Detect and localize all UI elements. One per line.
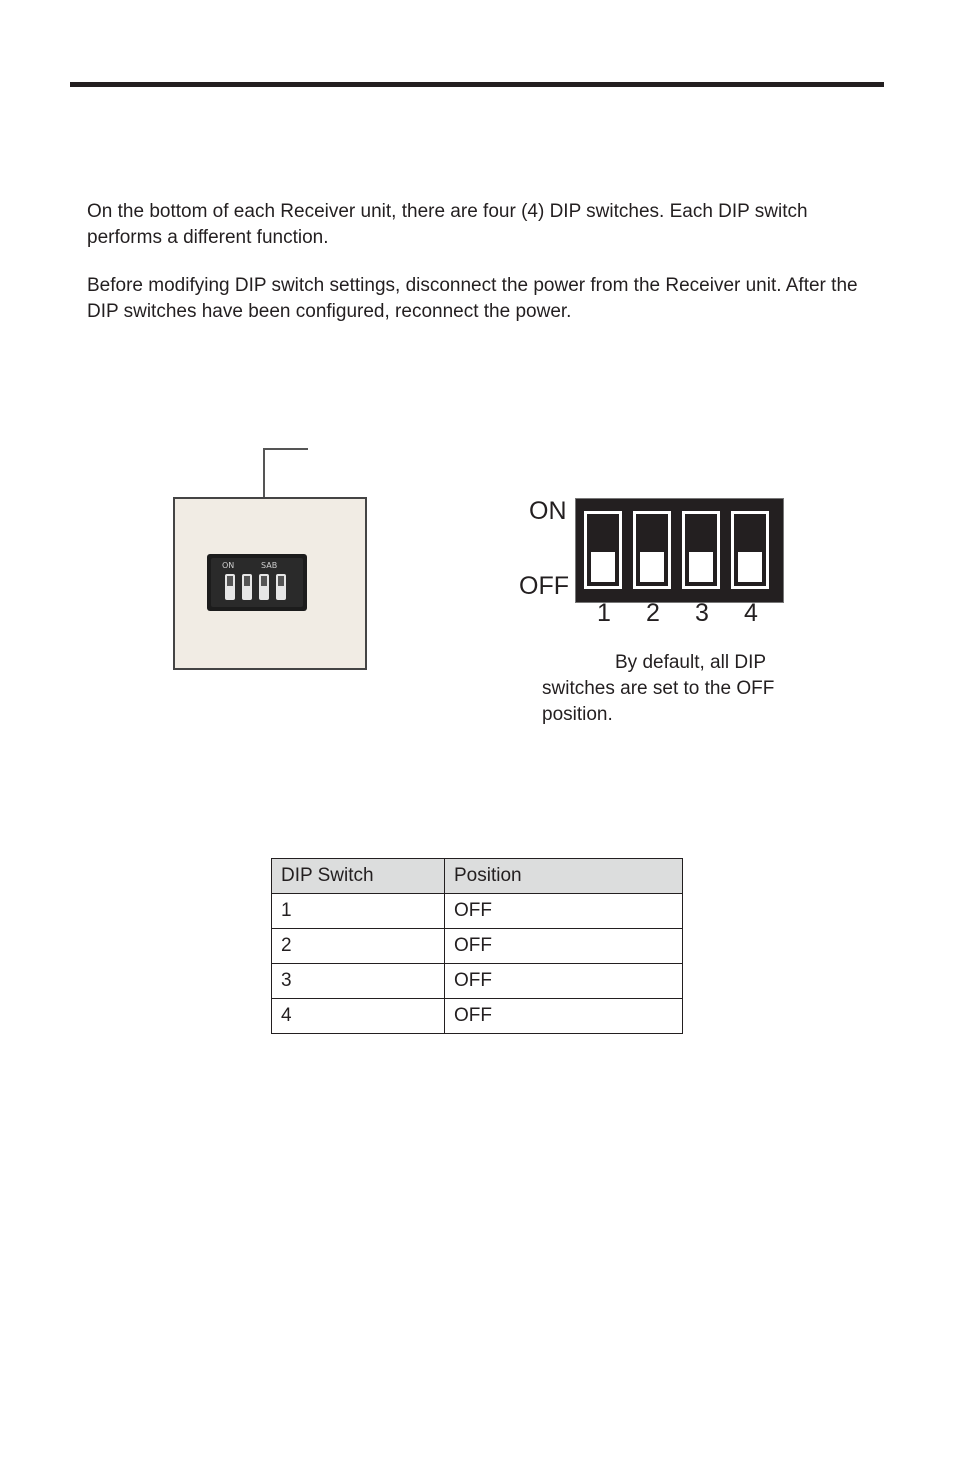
column-header-dip-switch: DIP Switch — [272, 859, 445, 894]
table-row — [272, 929, 683, 964]
dip-switch-3 — [682, 511, 720, 589]
dip-switch-1 — [584, 511, 622, 589]
dip-switch-diagram — [575, 498, 784, 603]
intro-paragraph-1: On the bottom of each Receiver unit, there are four (4) DIP switches. Each DIP switch performs a different function. — [87, 201, 808, 248]
switch-cell: 2 — [272, 929, 445, 964]
position-cell: OFF — [445, 999, 683, 1034]
position-cell: OFF — [445, 894, 683, 929]
switch-knob-icon — [640, 552, 664, 582]
diagram-caption-text: By default, all DIP switches are set to the OFF position. — [542, 652, 775, 725]
switch-cell: 1 — [272, 894, 445, 929]
off-label: OFF — [519, 572, 569, 600]
switch-number-4: 4 — [744, 599, 758, 627]
intro-paragraph-2: Before modifying DIP switch settings, disconnect the power from the Receiver unit. After the DIP switches have been configured, reconnect the power. — [87, 275, 858, 322]
switch-number-1: 1 — [597, 599, 611, 627]
column-header-position: Position — [445, 859, 683, 894]
switch-number-3: 3 — [695, 599, 709, 627]
switch-cell: 3 — [272, 964, 445, 999]
table-row — [272, 894, 683, 929]
diagram-caption — [542, 650, 842, 728]
svg-text:SAB: SAB — [261, 561, 278, 570]
switch-knob-icon — [689, 552, 713, 582]
position-cell: OFF — [445, 929, 683, 964]
table-header-row — [272, 859, 683, 894]
top-rule — [70, 82, 884, 87]
switch-number-2: 2 — [646, 599, 660, 627]
table-row — [272, 964, 683, 999]
dip-switch-4 — [731, 511, 769, 589]
dip-settings-table — [271, 858, 683, 1034]
receiver-bottom-photo — [173, 497, 367, 670]
dip-switch-photo-image — [175, 499, 365, 668]
svg-text:ON: ON — [222, 561, 235, 570]
on-label: ON — [529, 497, 567, 525]
callout-line — [263, 448, 308, 450]
switch-knob-icon — [738, 552, 762, 582]
switch-cell: 4 — [272, 999, 445, 1034]
table-row — [272, 999, 683, 1034]
dip-switch-2 — [633, 511, 671, 589]
switch-knob-icon — [591, 552, 615, 582]
position-cell: OFF — [445, 964, 683, 999]
